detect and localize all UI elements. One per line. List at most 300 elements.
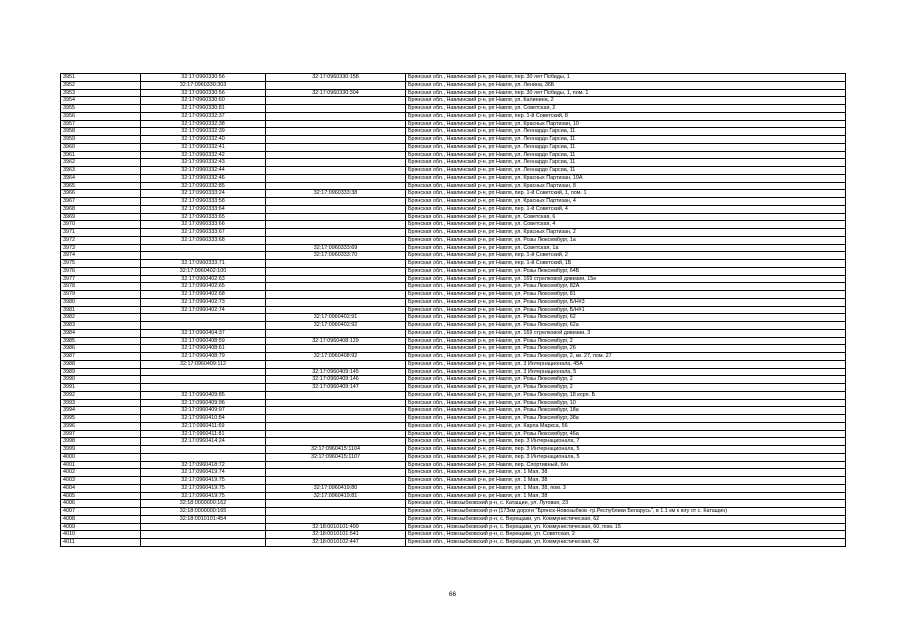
row-number-cell: 4007 [61, 508, 141, 516]
address-cell: Брянская обл., Навлинский р-н, рп Навля, пер. 1-й Советский, 1, пом. 1 [406, 190, 846, 198]
cadastral-number-cell: 32:17:0960333:24 [141, 190, 266, 198]
table-row [61, 298, 846, 306]
row-number-cell: 4010 [61, 531, 141, 539]
row-number-cell: 3989 [61, 368, 141, 376]
parent-cadastral-number-cell: 32:17:0960333:70 [266, 252, 406, 260]
table-row [61, 205, 846, 213]
row-number-cell: 4001 [61, 461, 141, 469]
address-cell: Брянская обл., Навлинский р-н, рп Навля, ул. Карла Маркса, 56 [406, 422, 846, 430]
registry-table-body [61, 74, 846, 547]
parent-cadastral-number-cell [266, 345, 406, 353]
table-row [61, 407, 846, 415]
cadastral-number-cell: 32:18:0010101:454 [141, 515, 266, 523]
parent-cadastral-number-cell [266, 143, 406, 151]
parent-cadastral-number-cell [266, 329, 406, 337]
row-number-cell: 3992 [61, 391, 141, 399]
parent-cadastral-number-cell: 32:17:0960415:1104 [266, 446, 406, 454]
table-row [61, 291, 846, 299]
address-cell: Брянская обл., Навлинский р-н, рп Навля, ул. Розы Люксембург, 64Б [406, 267, 846, 275]
row-number-cell: 3977 [61, 275, 141, 283]
address-cell: Брянская обл., Навлинский р-н, рп Навля, ул. 1 Мая, 38 [406, 469, 846, 477]
cadastral-number-cell [141, 376, 266, 384]
row-number-cell: 3976 [61, 267, 141, 275]
parent-cadastral-number-cell: 32:17:0960419:81 [266, 492, 406, 500]
row-number-cell: 3963 [61, 167, 141, 175]
table-row [61, 128, 846, 136]
table-row [61, 244, 846, 252]
row-number-cell: 4009 [61, 523, 141, 531]
table-row [61, 229, 846, 237]
table-row [61, 151, 846, 159]
table-row [61, 477, 846, 485]
table-row [61, 422, 846, 430]
address-cell: Брянская обл., Навлинский р-н, рп Навля, ул. Розы Люксембург, 2, кв. 27, пом. 27 [406, 353, 846, 361]
cadastral-number-cell [141, 314, 266, 322]
address-cell: Брянская обл., Навлинский р-н, рп Навля, ул. Красных Партизан, 8 [406, 182, 846, 190]
parent-cadastral-number-cell: 32:17:0960402:91 [266, 314, 406, 322]
address-cell: Брянская обл., Навлинский р-н, рп Навля, ул. Розы Люксембург, 62а [406, 322, 846, 330]
cadastral-number-cell [141, 453, 266, 461]
cadastral-number-cell: 32:17:0960409:85 [141, 391, 266, 399]
parent-cadastral-number-cell [266, 422, 406, 430]
parent-cadastral-number-cell [266, 128, 406, 136]
cadastral-number-cell: 32:17:0960410:84 [141, 415, 266, 423]
table-row [61, 213, 846, 221]
parent-cadastral-number-cell [266, 97, 406, 105]
address-cell: Брянская обл., Навлинский р-н, рп Навля, ул. 1 Мая, 38 [406, 477, 846, 485]
parent-cadastral-number-cell [266, 469, 406, 477]
parent-cadastral-number-cell [266, 167, 406, 175]
row-number-cell: 3966 [61, 190, 141, 198]
cadastral-number-cell: 32:17:0960330:303 [141, 81, 266, 89]
row-number-cell: 3995 [61, 415, 141, 423]
address-cell: Брянская обл., Новозыбковский р-н (173км дороги "Брянск-Новозыбков -гр.Республики Беларусь", в 1.1 км к югу от с. Катащин) [406, 508, 846, 516]
cadastral-number-cell: 32:17:0960402:73 [141, 298, 266, 306]
cadastral-number-cell: 32:17:0960402:100 [141, 267, 266, 275]
parent-cadastral-number-cell [266, 221, 406, 229]
cadastral-number-cell: 32:17:0960332:44 [141, 167, 266, 175]
table-row [61, 446, 846, 454]
table-row [61, 275, 846, 283]
table-row [61, 221, 846, 229]
cadastral-number-cell: 32:17:0960332:46 [141, 174, 266, 182]
table-row [61, 182, 846, 190]
table-row [61, 120, 846, 128]
cadastral-number-cell: 32:17:0960409:112 [141, 360, 266, 368]
table-row [61, 81, 846, 89]
address-cell: Брянская обл., Новозыбковский р-н, с. Верещаки, ул. Коммунистическая, 62 [406, 539, 846, 547]
address-cell: Брянская обл., Навлинский р-н, рп Навля, пер. 3 Интернационала, 5 [406, 453, 846, 461]
parent-cadastral-number-cell [266, 399, 406, 407]
address-cell: Брянская обл., Навлинский р-н, рп Навля, ул. Леонардо Гарсиа, 11 [406, 128, 846, 136]
row-number-cell: 3985 [61, 337, 141, 345]
row-number-cell: 4005 [61, 492, 141, 500]
cadastral-number-cell: 32:17:0960332:41 [141, 143, 266, 151]
table-row [61, 508, 846, 516]
row-number-cell: 3951 [61, 74, 141, 82]
row-number-cell: 4011 [61, 539, 141, 547]
address-cell: Брянская обл., Навлинский р-н, рп Навля, ул. Красных Партизан, 10А [406, 174, 846, 182]
cadastral-number-cell [141, 523, 266, 531]
row-number-cell: 3960 [61, 143, 141, 151]
parent-cadastral-number-cell [266, 236, 406, 244]
address-cell: Брянская обл., Навлинский р-н, рп Навля, пер. 1-й Советский, 4 [406, 205, 846, 213]
address-cell: Брянская обл., Навлинский р-н, рп Навля, пер. 1-й Советский, 1Б [406, 260, 846, 268]
cadastral-number-cell: 32:17:0960402:68 [141, 291, 266, 299]
page-number: 66 [448, 591, 457, 598]
row-number-cell: 3980 [61, 298, 141, 306]
cadastral-number-cell: 32:17:0960404:37 [141, 329, 266, 337]
parent-cadastral-number-cell [266, 260, 406, 268]
address-cell: Брянская обл., Навлинский р-н, рп Навля, ул. Советская, 1а [406, 244, 846, 252]
cadastral-number-cell [141, 368, 266, 376]
table-row [61, 539, 846, 547]
row-number-cell: 3982 [61, 314, 141, 322]
parent-cadastral-number-cell [266, 500, 406, 508]
cadastral-number-cell: 32:17:0960419:75 [141, 492, 266, 500]
row-number-cell: 3978 [61, 283, 141, 291]
cadastral-number-cell: 32:17:0960419:74 [141, 469, 266, 477]
row-number-cell: 4004 [61, 484, 141, 492]
row-number-cell: 3990 [61, 376, 141, 384]
address-cell: Брянская обл., Навлинский р-н, рп Навля, ул. Розы Люксембург, 38а [406, 415, 846, 423]
cadastral-number-cell: 32:17:0960332:40 [141, 136, 266, 144]
cadastral-number-cell: 32:17:0960333:71 [141, 260, 266, 268]
row-number-cell: 3979 [61, 291, 141, 299]
cadastral-number-cell: 32:17:0960332:85 [141, 182, 266, 190]
address-cell: Брянская обл., Навлинский р-н, рп Навля, ул. Советская, 4 [406, 221, 846, 229]
cadastral-number-cell: 32:17:0960333:65 [141, 213, 266, 221]
address-cell: Брянская обл., Навлинский р-н, рп Навля, ул. Калинина, 2 [406, 97, 846, 105]
table-row [61, 376, 846, 384]
row-number-cell: 3999 [61, 446, 141, 454]
parent-cadastral-number-cell [266, 174, 406, 182]
address-cell: Брянская обл., Навлинский р-н, рп Навля, ул. Розы Люксембург, Б/Н#3 [406, 298, 846, 306]
table-row [61, 167, 846, 175]
row-number-cell: 3987 [61, 353, 141, 361]
row-number-cell: 3993 [61, 399, 141, 407]
parent-cadastral-number-cell [266, 151, 406, 159]
parent-cadastral-number-cell [266, 267, 406, 275]
cadastral-number-cell: 32:17:0960408:61 [141, 345, 266, 353]
cadastral-number-cell: 32:17:0960414:24 [141, 438, 266, 446]
row-number-cell: 3961 [61, 151, 141, 159]
parent-cadastral-number-cell [266, 515, 406, 523]
table-row [61, 484, 846, 492]
registry-table [60, 73, 846, 547]
row-number-cell: 3991 [61, 384, 141, 392]
table-row [61, 74, 846, 82]
table-row [61, 353, 846, 361]
address-cell: Брянская обл., Навлинский р-н, рп Навля, ул. Розы Люксембург, 26 [406, 345, 846, 353]
table-row [61, 97, 846, 105]
parent-cadastral-number-cell [266, 112, 406, 120]
parent-cadastral-number-cell [266, 291, 406, 299]
cadastral-number-cell: 32:17:0960332:37 [141, 112, 266, 120]
parent-cadastral-number-cell [266, 205, 406, 213]
parent-cadastral-number-cell: 32:17:0960409:147 [266, 384, 406, 392]
cadastral-number-cell: 32:17:0960411:69 [141, 422, 266, 430]
address-cell: Брянская обл., Навлинский р-н, рп Навля, пер. Спортивный, б/н [406, 461, 846, 469]
table-row [61, 322, 846, 330]
row-number-cell: 3952 [61, 81, 141, 89]
address-cell: Брянская обл., Навлинский р-н, рп Навля, пер. 30 лет Победы, 1, пом. 1 [406, 89, 846, 97]
row-number-cell: 3953 [61, 89, 141, 97]
parent-cadastral-number-cell [266, 229, 406, 237]
parent-cadastral-number-cell [266, 213, 406, 221]
table-row [61, 314, 846, 322]
cadastral-number-cell [141, 531, 266, 539]
parent-cadastral-number-cell: 32:18:0010101:541 [266, 531, 406, 539]
cadastral-number-cell [141, 446, 266, 454]
parent-cadastral-number-cell [266, 136, 406, 144]
cadastral-number-cell: 32:17:0960332:39 [141, 128, 266, 136]
address-cell: Брянская обл., Новозыбковский р-н, с. Верещаки, ул. Коммунистическая, 62 [406, 515, 846, 523]
parent-cadastral-number-cell [266, 298, 406, 306]
address-cell: Брянская обл., Навлинский р-н, рп Навля, ул. Розы Люксембург, 2 [406, 376, 846, 384]
parent-cadastral-number-cell: 32:18:0010102:447 [266, 539, 406, 547]
table-row [61, 267, 846, 275]
address-cell: Брянская обл., Навлинский р-н, рп Навля, ул. Леонардо Гарсиа, 11 [406, 143, 846, 151]
table-row [61, 515, 846, 523]
table-row [61, 430, 846, 438]
address-cell: Брянская обл., Навлинский р-н, рп Навля, ул. Розы Люксембург, 18 корп. Б [406, 391, 846, 399]
cadastral-number-cell: 32:17:0960333:58 [141, 198, 266, 206]
table-row [61, 461, 846, 469]
parent-cadastral-number-cell [266, 438, 406, 446]
address-cell: Брянская обл., Навлинский р-н, рп Навля, пер. 30 лет Победы, 1 [406, 74, 846, 82]
table-row [61, 415, 846, 423]
table-row [61, 174, 846, 182]
cadastral-number-cell: 32:17:0960333:68 [141, 236, 266, 244]
parent-cadastral-number-cell: 32:17:0960333:38 [266, 190, 406, 198]
cadastral-number-cell: 32:17:0960330:60 [141, 97, 266, 105]
row-number-cell: 3996 [61, 422, 141, 430]
table-row [61, 198, 846, 206]
address-cell: Брянская обл., Навлинский р-н, рп Навля, ул. Красных Партизан, 4 [406, 198, 846, 206]
cadastral-number-cell: 32:17:0960333:64 [141, 205, 266, 213]
table-row [61, 136, 846, 144]
parent-cadastral-number-cell: 32:17:0960330:158 [266, 74, 406, 82]
cadastral-number-cell: 32:17:0960330:56 [141, 89, 266, 97]
cadastral-number-cell [141, 384, 266, 392]
row-number-cell: 3962 [61, 159, 141, 167]
cadastral-number-cell: 32:17:0960408:59 [141, 337, 266, 345]
row-number-cell: 3955 [61, 105, 141, 113]
table-row [61, 399, 846, 407]
row-number-cell: 3958 [61, 128, 141, 136]
table-row [61, 531, 846, 539]
table-row [61, 159, 846, 167]
parent-cadastral-number-cell [266, 391, 406, 399]
cadastral-number-cell [141, 252, 266, 260]
table-row [61, 500, 846, 508]
address-cell: Брянская обл., Навлинский р-н, рп Навля, пер. 1-й Советский, 8 [406, 112, 846, 120]
table-row [61, 306, 846, 314]
row-number-cell: 3983 [61, 322, 141, 330]
row-number-cell: 4003 [61, 477, 141, 485]
row-number-cell: 3981 [61, 306, 141, 314]
address-cell: Брянская обл., Новозыбковский р-н, с. Катащин, ул. Луговая, 23 [406, 500, 846, 508]
table-row [61, 438, 846, 446]
row-number-cell: 3968 [61, 205, 141, 213]
row-number-cell: 3964 [61, 174, 141, 182]
table-row [61, 469, 846, 477]
parent-cadastral-number-cell: 32:17:0960333:69 [266, 244, 406, 252]
row-number-cell: 3998 [61, 438, 141, 446]
cadastral-number-cell: 32:17:0960408:79 [141, 353, 266, 361]
parent-cadastral-number-cell: 32:18:0010101:499 [266, 523, 406, 531]
row-number-cell: 3997 [61, 430, 141, 438]
row-number-cell: 3971 [61, 229, 141, 237]
row-number-cell: 3986 [61, 345, 141, 353]
table-row [61, 453, 846, 461]
cadastral-number-cell: 32:17:0960409:97 [141, 407, 266, 415]
cadastral-number-cell [141, 244, 266, 252]
address-cell: Брянская обл., Навлинский р-н, рп Навля, ул. Леонардо Гарсиа, 11 [406, 136, 846, 144]
table-row [61, 523, 846, 531]
row-number-cell: 3973 [61, 244, 141, 252]
parent-cadastral-number-cell: 32:17:0960408:92 [266, 353, 406, 361]
row-number-cell: 4008 [61, 515, 141, 523]
table-row [61, 345, 846, 353]
cadastral-number-cell [141, 322, 266, 330]
address-cell: Брянская обл., Навлинский р-н, рп Навля, ул. Леонардо Гарсиа, 11 [406, 151, 846, 159]
parent-cadastral-number-cell [266, 120, 406, 128]
parent-cadastral-number-cell [266, 105, 406, 113]
parent-cadastral-number-cell [266, 415, 406, 423]
table-row [61, 190, 846, 198]
row-number-cell: 3994 [61, 407, 141, 415]
address-cell: Брянская обл., Навлинский р-н, рп Навля, ул. 1 Мая, 38 [406, 492, 846, 500]
address-cell: Брянская обл., Навлинский р-н, рп Навля, пер. 3 Интернационала, 7 [406, 438, 846, 446]
cadastral-number-cell: 32:17:0960332:43 [141, 159, 266, 167]
cadastral-number-cell: 32:17:0960330:81 [141, 105, 266, 113]
parent-cadastral-number-cell [266, 407, 406, 415]
table-row [61, 260, 846, 268]
row-number-cell: 3974 [61, 252, 141, 260]
row-number-cell: 3975 [61, 260, 141, 268]
row-number-cell: 3965 [61, 182, 141, 190]
table-row [61, 89, 846, 97]
address-cell: Брянская обл., Навлинский р-н, рп Навля, ул. Розы Люксембург, 1а [406, 236, 846, 244]
address-cell: Брянская обл., Навлинский р-н, рп Навля, ул. Розы Люксембург, 2 [406, 337, 846, 345]
address-cell: Брянская обл., Навлинский р-н, рп Навля, ул. Розы Люксембург, 46а [406, 430, 846, 438]
row-number-cell: 4002 [61, 469, 141, 477]
cadastral-number-cell: 32:17:0960409:96 [141, 399, 266, 407]
address-cell: Брянская обл., Навлинский р-н, рп Навля, ул. Розы Люксембург, 18а [406, 407, 846, 415]
row-number-cell: 3970 [61, 221, 141, 229]
parent-cadastral-number-cell [266, 81, 406, 89]
address-cell: Брянская обл., Навлинский р-н, рп Навля, ул. Розы Люксембург, 2 [406, 384, 846, 392]
cadastral-number-cell: 32:17:0960333:67 [141, 229, 266, 237]
cadastral-number-cell [141, 539, 266, 547]
cadastral-number-cell: 32:17:0960419:75 [141, 484, 266, 492]
table-row [61, 236, 846, 244]
table-row [61, 143, 846, 151]
parent-cadastral-number-cell: 32:17:0960330:304 [266, 89, 406, 97]
parent-cadastral-number-cell [266, 182, 406, 190]
table-row [61, 112, 846, 120]
cadastral-number-cell: 32:18:0000000:162 [141, 500, 266, 508]
row-number-cell: 3984 [61, 329, 141, 337]
cadastral-number-cell: 32:18:0000000:165 [141, 508, 266, 516]
parent-cadastral-number-cell [266, 360, 406, 368]
cadastral-number-cell: 32:17:0960402:63 [141, 275, 266, 283]
parent-cadastral-number-cell: 32:17:0960402:92 [266, 322, 406, 330]
address-cell: Брянская обл., Навлинский р-н, рп Навля, ул. Леонардо Гарсиа, 11 [406, 167, 846, 175]
row-number-cell: 3954 [61, 97, 141, 105]
address-cell: Брянская обл., Навлинский р-н, рп Навля, ул. Красных Партизан, 10 [406, 120, 846, 128]
registry-table-container [60, 73, 846, 547]
address-cell: Брянская обл., Навлинский р-н, рп Навля, ул. Советская, 2 [406, 105, 846, 113]
parent-cadastral-number-cell [266, 508, 406, 516]
table-row [61, 368, 846, 376]
row-number-cell: 3959 [61, 136, 141, 144]
address-cell: Брянская обл., Навлинский р-н, рп Навля, ул. Леонардо Гарсиа, 11 [406, 159, 846, 167]
table-row [61, 360, 846, 368]
parent-cadastral-number-cell: 32:17:0960409:145 [266, 368, 406, 376]
address-cell: Брянская обл., Навлинский р-н, рп Навля, ул. Розы Люксембург, Б/Н#1 [406, 306, 846, 314]
cadastral-number-cell: 32:17:0960332:42 [141, 151, 266, 159]
address-cell: Брянская обл., Навлинский р-н, рп Навля, ул. Розы Люксембург, 81 [406, 291, 846, 299]
parent-cadastral-number-cell [266, 306, 406, 314]
cadastral-number-cell: 32:17:0960332:38 [141, 120, 266, 128]
cadastral-number-cell: 32:17:0960411:81 [141, 430, 266, 438]
address-cell: Брянская обл., Навлинский р-н, рп Навля, ул. Красных Партизан, 2 [406, 229, 846, 237]
address-cell: Брянская обл., Навлинский р-н, рп Навля, ул. Ленина, 36Б [406, 81, 846, 89]
table-row [61, 492, 846, 500]
parent-cadastral-number-cell: 32:17:0960415:1107 [266, 453, 406, 461]
parent-cadastral-number-cell: 32:17:0960408:129 [266, 337, 406, 345]
row-number-cell: 3972 [61, 236, 141, 244]
address-cell: Брянская обл., Навлинский р-н, рп Навля, ул. 169 стрелковой дивизии, 15е [406, 275, 846, 283]
table-row [61, 391, 846, 399]
parent-cadastral-number-cell: 32:17:0960409:146 [266, 376, 406, 384]
table-row [61, 105, 846, 113]
table-row [61, 283, 846, 291]
address-cell: Брянская обл., Навлинский р-н, рп Навля, ул. 3 Интернационала, 45А [406, 360, 846, 368]
row-number-cell: 3969 [61, 213, 141, 221]
cadastral-number-cell: 32:17:0960402:65 [141, 283, 266, 291]
row-number-cell: 3957 [61, 120, 141, 128]
parent-cadastral-number-cell [266, 198, 406, 206]
cadastral-number-cell: 32:17:0960402:74 [141, 306, 266, 314]
parent-cadastral-number-cell [266, 275, 406, 283]
parent-cadastral-number-cell [266, 430, 406, 438]
address-cell: Брянская обл., Новозыбковский р-н, с. Верещаки, ул. Советская, 2 [406, 531, 846, 539]
table-row [61, 337, 846, 345]
parent-cadastral-number-cell [266, 477, 406, 485]
address-cell: Брянская обл., Навлинский р-н, рп Навля, ул. 1 Мая, 38, пом. 3 [406, 484, 846, 492]
address-cell: Брянская обл., Новозыбковский р-н, с. Верещаки, ул. Коммунистическая, 60, пом. 15 [406, 523, 846, 531]
cadastral-number-cell: 32:17:0960418:72 [141, 461, 266, 469]
row-number-cell: 4000 [61, 453, 141, 461]
parent-cadastral-number-cell: 32:17:0960419:80 [266, 484, 406, 492]
address-cell: Брянская обл., Навлинский р-н, рп Навля, ул. Розы Люксембург, 10 [406, 399, 846, 407]
table-row [61, 329, 846, 337]
address-cell: Брянская обл., Навлинский р-н, рп Навля, ул. Розы Люксембург, 82А [406, 283, 846, 291]
parent-cadastral-number-cell [266, 283, 406, 291]
parent-cadastral-number-cell [266, 159, 406, 167]
table-row [61, 252, 846, 260]
address-cell: Брянская обл., Навлинский р-н, рп Навля, ул. Советская, 6 [406, 213, 846, 221]
address-cell: Брянская обл., Навлинский р-н, рп Навля, пер. 1-й Советский, 2 [406, 252, 846, 260]
cadastral-number-cell: 32:17:0960330:56 [141, 74, 266, 82]
parent-cadastral-number-cell [266, 461, 406, 469]
row-number-cell: 3988 [61, 360, 141, 368]
address-cell: Брянская обл., Навлинский р-н, рп Навля, ул. 169 стрелковой дивизии, 3 [406, 329, 846, 337]
